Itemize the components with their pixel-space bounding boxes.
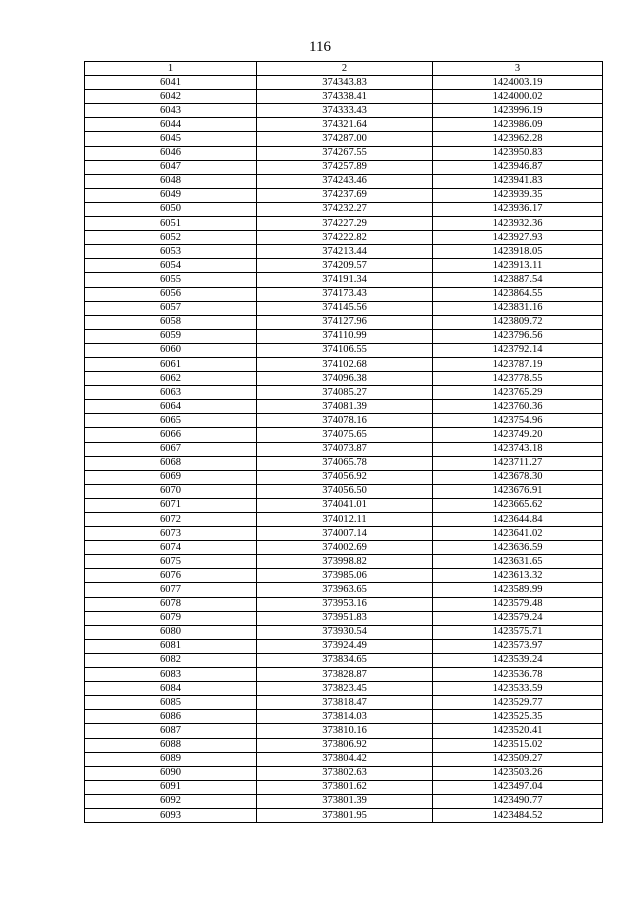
y-coordinate-cell: 1424000.02 — [433, 90, 603, 104]
x-coordinate-cell: 373814.03 — [257, 710, 433, 724]
point-number-cell: 6053 — [85, 245, 257, 259]
x-coordinate-cell: 373810.16 — [257, 724, 433, 738]
y-coordinate-cell: 1423579.48 — [433, 597, 603, 611]
table-row — [85, 498, 603, 512]
point-number-cell: 6062 — [85, 372, 257, 386]
point-number-cell: 6078 — [85, 597, 257, 611]
point-number-cell: 6068 — [85, 456, 257, 470]
point-number-cell: 6077 — [85, 583, 257, 597]
x-coordinate-cell: 374333.43 — [257, 104, 433, 118]
point-number-cell: 6059 — [85, 329, 257, 343]
x-coordinate-cell: 374102.68 — [257, 357, 433, 371]
point-number-cell: 6086 — [85, 710, 257, 724]
point-number-cell: 6083 — [85, 668, 257, 682]
point-number-cell: 6074 — [85, 541, 257, 555]
y-coordinate-cell: 1423525.35 — [433, 710, 603, 724]
point-number-cell: 6045 — [85, 132, 257, 146]
y-coordinate-cell: 1423864.55 — [433, 287, 603, 301]
x-coordinate-cell: 374338.41 — [257, 90, 433, 104]
y-coordinate-cell: 1423536.78 — [433, 668, 603, 682]
x-coordinate-cell: 373801.39 — [257, 794, 433, 808]
table-row — [85, 329, 603, 343]
x-coordinate-cell: 374110.99 — [257, 329, 433, 343]
point-number-cell: 6090 — [85, 766, 257, 780]
point-number-cell: 6092 — [85, 794, 257, 808]
y-coordinate-cell: 1423913.11 — [433, 259, 603, 273]
point-number-cell: 6080 — [85, 625, 257, 639]
y-coordinate-cell: 1423613.32 — [433, 569, 603, 583]
y-coordinate-cell: 1423754.96 — [433, 414, 603, 428]
coordinates-table — [84, 61, 603, 823]
y-coordinate-cell: 1423749.20 — [433, 428, 603, 442]
x-coordinate-cell: 374213.44 — [257, 245, 433, 259]
table-row — [85, 555, 603, 569]
table-row — [85, 132, 603, 146]
table-row — [85, 668, 603, 682]
x-coordinate-cell: 374145.56 — [257, 301, 433, 315]
x-coordinate-cell: 373828.87 — [257, 668, 433, 682]
y-coordinate-cell: 1423986.09 — [433, 118, 603, 132]
table-row — [85, 470, 603, 484]
x-coordinate-cell: 374096.38 — [257, 372, 433, 386]
x-coordinate-cell: 374002.69 — [257, 541, 433, 555]
point-number-cell: 6056 — [85, 287, 257, 301]
y-coordinate-cell: 1423589.99 — [433, 583, 603, 597]
y-coordinate-cell: 1423490.77 — [433, 794, 603, 808]
x-coordinate-cell: 374081.39 — [257, 400, 433, 414]
table-row — [85, 372, 603, 386]
table-row — [85, 386, 603, 400]
point-number-cell: 6091 — [85, 780, 257, 794]
x-coordinate-cell: 374056.92 — [257, 470, 433, 484]
point-number-cell: 6051 — [85, 217, 257, 231]
table-row — [85, 794, 603, 808]
point-number-cell: 6067 — [85, 442, 257, 456]
y-coordinate-cell: 1423962.28 — [433, 132, 603, 146]
table-row — [85, 146, 603, 160]
point-number-cell: 6070 — [85, 484, 257, 498]
point-number-cell: 6075 — [85, 555, 257, 569]
point-number-cell: 6060 — [85, 343, 257, 357]
x-coordinate-cell: 373985.06 — [257, 569, 433, 583]
x-coordinate-cell: 373818.47 — [257, 696, 433, 710]
x-coordinate-cell: 374232.27 — [257, 202, 433, 216]
table-row — [85, 414, 603, 428]
table-row — [85, 273, 603, 287]
y-coordinate-cell: 1423778.55 — [433, 372, 603, 386]
y-coordinate-cell: 1423533.59 — [433, 682, 603, 696]
table-row — [85, 710, 603, 724]
point-number-cell: 6052 — [85, 231, 257, 245]
y-coordinate-cell: 1423887.54 — [433, 273, 603, 287]
x-coordinate-cell: 373806.92 — [257, 738, 433, 752]
x-coordinate-cell: 374343.83 — [257, 76, 433, 90]
y-coordinate-cell: 1423918.05 — [433, 245, 603, 259]
y-coordinate-cell: 1423932.36 — [433, 217, 603, 231]
y-coordinate-cell: 1423573.97 — [433, 639, 603, 653]
table-row — [85, 174, 603, 188]
y-coordinate-cell: 1423743.18 — [433, 442, 603, 456]
table-row — [85, 231, 603, 245]
x-coordinate-cell: 374085.27 — [257, 386, 433, 400]
x-coordinate-cell: 373801.62 — [257, 780, 433, 794]
table-row — [85, 484, 603, 498]
table-row — [85, 653, 603, 667]
y-coordinate-cell: 1423484.52 — [433, 808, 603, 822]
point-number-cell: 6087 — [85, 724, 257, 738]
point-number-cell: 6081 — [85, 639, 257, 653]
point-number-cell: 6058 — [85, 315, 257, 329]
table-row — [85, 217, 603, 231]
point-number-cell: 6093 — [85, 808, 257, 822]
y-coordinate-cell: 1423665.62 — [433, 498, 603, 512]
table-row — [85, 766, 603, 780]
x-coordinate-cell: 373823.45 — [257, 682, 433, 696]
table-row — [85, 456, 603, 470]
point-number-cell: 6047 — [85, 160, 257, 174]
point-number-cell: 6076 — [85, 569, 257, 583]
point-number-cell: 6065 — [85, 414, 257, 428]
column-header-2: 2 — [257, 62, 433, 76]
y-coordinate-cell: 1423529.77 — [433, 696, 603, 710]
x-coordinate-cell: 374321.64 — [257, 118, 433, 132]
x-coordinate-cell: 374209.57 — [257, 259, 433, 273]
point-number-cell: 6084 — [85, 682, 257, 696]
y-coordinate-cell: 1423950.83 — [433, 146, 603, 160]
y-coordinate-cell: 1423996.19 — [433, 104, 603, 118]
point-number-cell: 6064 — [85, 400, 257, 414]
y-coordinate-cell: 1423539.24 — [433, 653, 603, 667]
table-row — [85, 724, 603, 738]
table-row — [85, 259, 603, 273]
point-number-cell: 6073 — [85, 527, 257, 541]
x-coordinate-cell: 374127.96 — [257, 315, 433, 329]
y-coordinate-cell: 1423641.02 — [433, 527, 603, 541]
x-coordinate-cell: 374191.34 — [257, 273, 433, 287]
x-coordinate-cell: 373951.83 — [257, 611, 433, 625]
column-header-3: 3 — [433, 62, 603, 76]
x-coordinate-cell: 374106.55 — [257, 343, 433, 357]
table-row — [85, 301, 603, 315]
page-number: 116 — [309, 39, 331, 55]
x-coordinate-cell: 374073.87 — [257, 442, 433, 456]
table-row — [85, 527, 603, 541]
x-coordinate-cell: 374012.11 — [257, 513, 433, 527]
table-row — [85, 357, 603, 371]
y-coordinate-cell: 1423509.27 — [433, 752, 603, 766]
point-number-cell: 6048 — [85, 174, 257, 188]
x-coordinate-cell: 374075.65 — [257, 428, 433, 442]
point-number-cell: 6085 — [85, 696, 257, 710]
point-number-cell: 6088 — [85, 738, 257, 752]
y-coordinate-cell: 1423631.65 — [433, 555, 603, 569]
table-row — [85, 287, 603, 301]
y-coordinate-cell: 1423939.35 — [433, 188, 603, 202]
point-number-cell: 6046 — [85, 146, 257, 160]
x-coordinate-cell: 373953.16 — [257, 597, 433, 611]
y-coordinate-cell: 1423787.19 — [433, 357, 603, 371]
x-coordinate-cell: 374056.50 — [257, 484, 433, 498]
x-coordinate-cell: 374222.82 — [257, 231, 433, 245]
table-row — [85, 104, 603, 118]
table-row — [85, 90, 603, 104]
header-row — [85, 62, 603, 76]
table-row — [85, 611, 603, 625]
y-coordinate-cell: 1423678.30 — [433, 470, 603, 484]
y-coordinate-cell: 1423831.16 — [433, 301, 603, 315]
y-coordinate-cell: 1423809.72 — [433, 315, 603, 329]
x-coordinate-cell: 374267.55 — [257, 146, 433, 160]
table-row — [85, 597, 603, 611]
table-row — [85, 76, 603, 90]
table-row — [85, 696, 603, 710]
y-coordinate-cell: 1423503.26 — [433, 766, 603, 780]
y-coordinate-cell: 1423941.83 — [433, 174, 603, 188]
y-coordinate-cell: 1424003.19 — [433, 76, 603, 90]
table-header — [85, 62, 603, 76]
x-coordinate-cell: 374078.16 — [257, 414, 433, 428]
table-row — [85, 442, 603, 456]
table-row — [85, 245, 603, 259]
point-number-cell: 6043 — [85, 104, 257, 118]
point-number-cell: 6055 — [85, 273, 257, 287]
table-row — [85, 160, 603, 174]
y-coordinate-cell: 1423579.24 — [433, 611, 603, 625]
column-header-1: 1 — [85, 62, 257, 76]
x-coordinate-cell: 374257.89 — [257, 160, 433, 174]
point-number-cell: 6082 — [85, 653, 257, 667]
y-coordinate-cell: 1423497.04 — [433, 780, 603, 794]
x-coordinate-cell: 373801.95 — [257, 808, 433, 822]
table-row — [85, 188, 603, 202]
table-row — [85, 625, 603, 639]
point-number-cell: 6054 — [85, 259, 257, 273]
table-row — [85, 343, 603, 357]
y-coordinate-cell: 1423936.17 — [433, 202, 603, 216]
x-coordinate-cell: 374041.01 — [257, 498, 433, 512]
point-number-cell: 6089 — [85, 752, 257, 766]
x-coordinate-cell: 373998.82 — [257, 555, 433, 569]
y-coordinate-cell: 1423792.14 — [433, 343, 603, 357]
point-number-cell: 6069 — [85, 470, 257, 484]
y-coordinate-cell: 1423711.27 — [433, 456, 603, 470]
point-number-cell: 6079 — [85, 611, 257, 625]
table-row — [85, 541, 603, 555]
y-coordinate-cell: 1423927.93 — [433, 231, 603, 245]
x-coordinate-cell: 374287.00 — [257, 132, 433, 146]
table-row — [85, 780, 603, 794]
x-coordinate-cell: 373930.54 — [257, 625, 433, 639]
table-row — [85, 428, 603, 442]
table-row — [85, 738, 603, 752]
y-coordinate-cell: 1423676.91 — [433, 484, 603, 498]
table-row — [85, 682, 603, 696]
x-coordinate-cell: 373924.49 — [257, 639, 433, 653]
table-row — [85, 639, 603, 653]
table-row — [85, 315, 603, 329]
y-coordinate-cell: 1423760.36 — [433, 400, 603, 414]
x-coordinate-cell: 374173.43 — [257, 287, 433, 301]
table-row — [85, 569, 603, 583]
table-row — [85, 202, 603, 216]
y-coordinate-cell: 1423796.56 — [433, 329, 603, 343]
y-coordinate-cell: 1423946.87 — [433, 160, 603, 174]
y-coordinate-cell: 1423765.29 — [433, 386, 603, 400]
y-coordinate-cell: 1423644.84 — [433, 513, 603, 527]
y-coordinate-cell: 1423575.71 — [433, 625, 603, 639]
y-coordinate-cell: 1423520.41 — [433, 724, 603, 738]
point-number-cell: 6057 — [85, 301, 257, 315]
x-coordinate-cell: 374007.14 — [257, 527, 433, 541]
table-body — [85, 76, 603, 823]
point-number-cell: 6071 — [85, 498, 257, 512]
x-coordinate-cell: 374065.78 — [257, 456, 433, 470]
y-coordinate-cell: 1423636.59 — [433, 541, 603, 555]
y-coordinate-cell: 1423515.02 — [433, 738, 603, 752]
point-number-cell: 6049 — [85, 188, 257, 202]
table-row — [85, 808, 603, 822]
table-row — [85, 583, 603, 597]
point-number-cell: 6066 — [85, 428, 257, 442]
point-number-cell: 6044 — [85, 118, 257, 132]
point-number-cell: 6042 — [85, 90, 257, 104]
x-coordinate-cell: 374237.69 — [257, 188, 433, 202]
table-row — [85, 513, 603, 527]
point-number-cell: 6061 — [85, 357, 257, 371]
x-coordinate-cell: 373802.63 — [257, 766, 433, 780]
x-coordinate-cell: 373804.42 — [257, 752, 433, 766]
x-coordinate-cell: 374243.46 — [257, 174, 433, 188]
table-row — [85, 752, 603, 766]
point-number-cell: 6063 — [85, 386, 257, 400]
point-number-cell: 6050 — [85, 202, 257, 216]
x-coordinate-cell: 373963.65 — [257, 583, 433, 597]
point-number-cell: 6072 — [85, 513, 257, 527]
x-coordinate-cell: 374227.29 — [257, 217, 433, 231]
x-coordinate-cell: 373834.65 — [257, 653, 433, 667]
point-number-cell: 6041 — [85, 76, 257, 90]
table-row — [85, 118, 603, 132]
table-row — [85, 400, 603, 414]
